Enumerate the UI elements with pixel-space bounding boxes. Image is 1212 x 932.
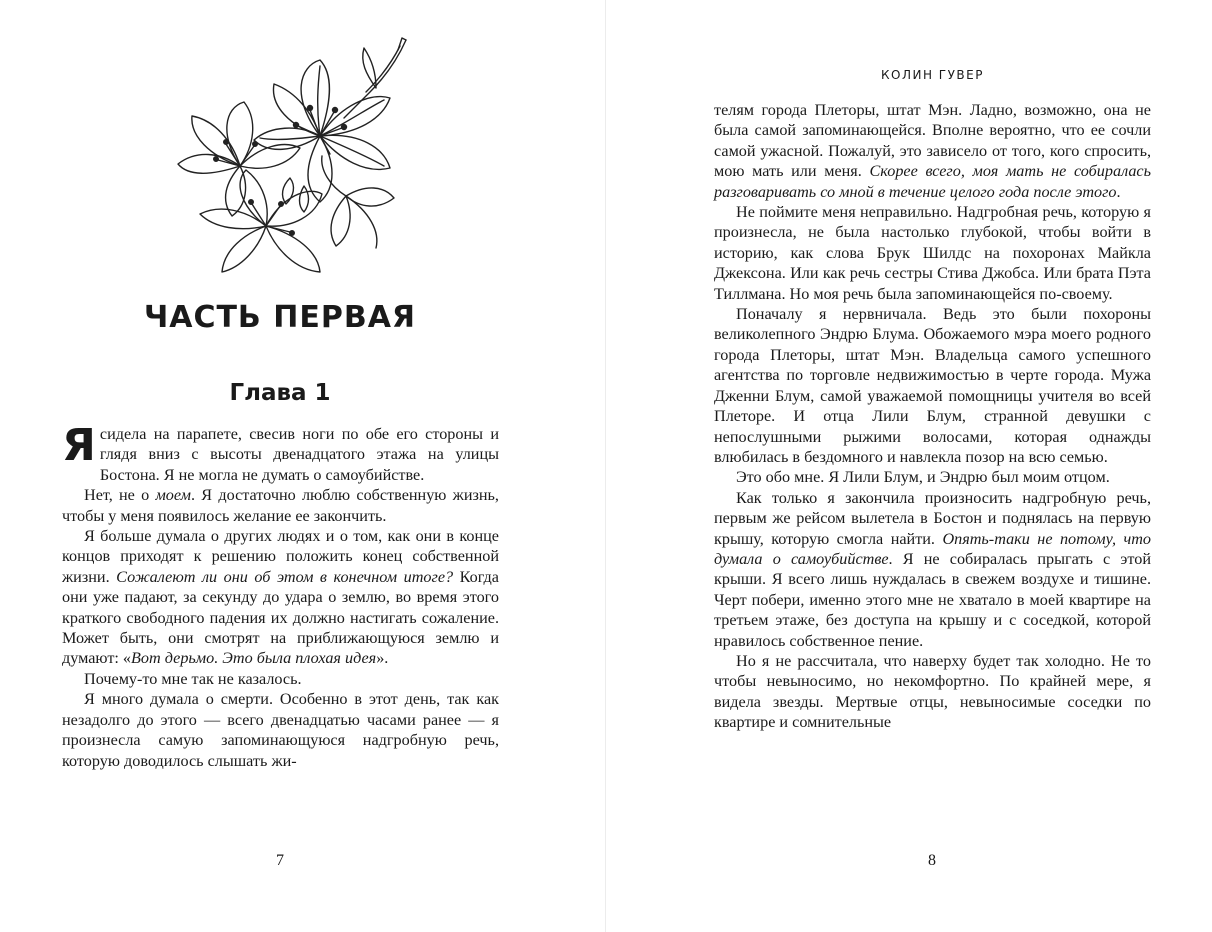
paragraph — [714, 202, 1151, 304]
italic-text: Сожалеют ли они об этом в конечном итоге? — [116, 567, 454, 586]
paragraph — [714, 467, 1151, 487]
page-number: 8 — [928, 852, 936, 869]
italic-text: моем — [155, 486, 191, 505]
text-run: Как только я закончила произносить надгробную речь, первым же рейсом вылетела в Бостон и поднялась на первую крышу, которую смогла найти. — [714, 488, 1151, 548]
text-run: . — [1116, 182, 1121, 201]
text-run: ». — [376, 649, 389, 668]
paragraph — [714, 304, 1151, 467]
text-run: Но я не рассчитала, что наверху будет так холодно. Не то чтобы невыносимо, но некомфортно. По крайней мере, я видела звезды. Мертвые отцы, невыносимые соседки по квартире и сомнительные — [714, 651, 1151, 732]
page-number: 7 — [276, 852, 284, 869]
text-run: . Я достаточно люблю собственную жизнь, чтобы у меня появилось желание ее закончить. — [62, 486, 499, 525]
text-run: Поначалу я нервничала. Ведь это были похороны великолепного Эндрю Блума. Обожаемого мэра моего родного города Плеторы, штат Мэн. Владельца самого успешного агентства по торговле недвижимостью в черте города. Мужа Дженни Блум, самой уважаемой помощницы учителя во всей Плеторе. И отца Лили Блум, странной девушки с непослушными рыжими волосами, которая однажды влюбилась в бездомного и навлекла позор на всю семью. — [714, 305, 1151, 466]
text-run: Я больше думала о других людях и о том, как они в конце концов приходят к решению положить конец собственной жизни. — [62, 527, 499, 586]
italic-text: Скорее всего, моя мать не собиралась разговаривать со мной в течение целого года после этого — [714, 162, 1151, 201]
text-run: Это обо мне. Я Лили Блум, и Эндрю был моим отцом. — [736, 468, 1110, 487]
paragraph — [62, 526, 499, 669]
left-page-body — [62, 420, 499, 771]
lily-flower-icon — [170, 36, 410, 282]
right-page — [606, 0, 1212, 932]
text-run: Нет, не о — [84, 486, 156, 505]
right-page-body — [714, 100, 1151, 733]
running-head-author: КОЛИН ГУВЕР — [881, 68, 984, 82]
text-run: . Я не собиралась прыгать с этой крыши. Я всего лишь нуждалась в свежем воздухе и тишине. Черт побери, именно этого мне не хватало в моей квартире на третьем этаже, без доступа на крышу и с соседкой, которой нравилось собственное пение. — [714, 549, 1151, 650]
italic-text: Опять-таки не потому, что думала о самоубийстве — [714, 529, 1151, 568]
italic-text: Вот дерьмо. Это была плохая идея — [131, 649, 377, 668]
paragraph — [62, 689, 499, 771]
part-title: ЧАСТЬ ПЕРВАЯ — [143, 300, 417, 335]
paragraph — [62, 420, 499, 485]
text-run: телям города Плеторы, штат Мэн. Ладно, возможно, она не была самой запоминающейся. Вполне вероятно, что ее сочли самой ужасной. Пожалуй, это зависело от того, кого спросить, мою мать или меня. — [714, 101, 1151, 181]
paragraph — [714, 100, 1151, 202]
text-run: Не поймите меня неправильно. Надгробная речь, которую я произнесла, не была настолько глубокой, чтобы войти в историю, как слова Брук Шилдс на похоронах Майкла Джексона. Или как речь сестры Стива Джобса. Или брата Пэта Тиллмана. Но моя речь была запоминающейся по-своему. — [714, 203, 1151, 303]
paragraph — [714, 651, 1151, 733]
text-run: Когда они уже падают, за секунду до удара о землю, во время этого краткого свободного падения их должно настигать сожаление. Может быть, они смотрят на приближающуюся землю и думают: « — [62, 567, 499, 668]
paragraph — [62, 669, 499, 689]
paragraph — [62, 485, 499, 526]
text-run: Почему-то мне так не казалось. — [84, 669, 302, 688]
drop-cap: Я — [62, 420, 96, 471]
text-run: сидела на парапете, свесив ноги по обе его стороны и глядя вниз с высоты двенадцатого этажа на улицы Бостона. Я не могла не думать о самоубийстве. — [99, 425, 499, 484]
paragraph — [714, 488, 1151, 651]
chapter-title: Глава 1 — [229, 380, 331, 406]
text-run: Я много думала о смерти. Особенно в этот день, так как незадолго до этого — всего двенадцатью часами ранее — я произнесла самую запоминающуюся надгробную речь, которую доводилось слышать жи- — [62, 690, 499, 770]
